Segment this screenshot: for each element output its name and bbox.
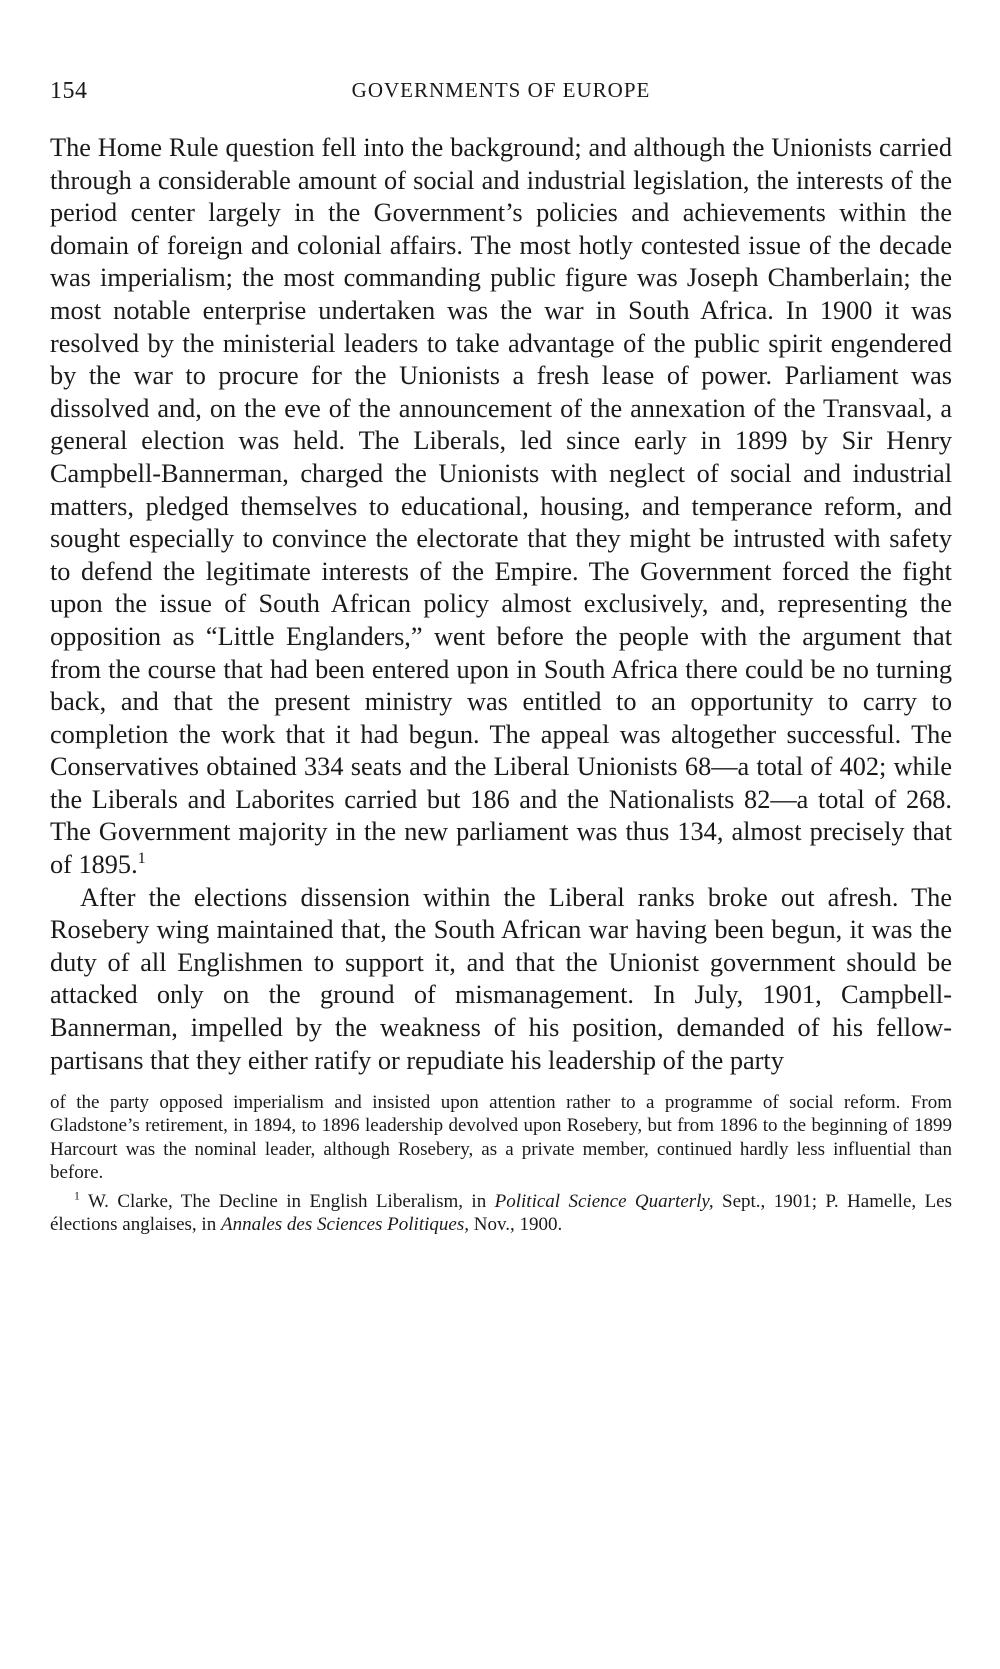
journal-title: Political Science Quarterly, xyxy=(494,1191,714,1213)
body-paragraph xyxy=(50,882,952,1078)
paragraph-text: The Home Rule question fell into the background; and although the Unionists carried through a considerable amount of social and industrial legislation, the interests of the period center largely in the Government’s policies and achievements within the domain of foreign and colonial affairs. The most hotly contested issue of the decade was imperialism; the most commanding public figure was Joseph Chamberlain; the most notable enterprise undertaken was the war in South Africa. In 1900 it was resolved by the ministerial leaders to take advantage of the public spirit engendered by the war to procure for the Unionists a fresh lease of power. Parliament was dissolved and, on the eve of the announcement of the annexation of the Transvaal, a general election was held. The Liberals, led since early in 1899 by Sir Henry Campbell-Bannerman, charged the Unionists with neglect of social and industrial matters, pledged themselves to educational, housing, and temperance reform, and sought especially to convince the electorate that they might be intrusted with safety to defend the legitimate interests of the Empire. The Government forced the fight upon the issue of South African policy almost exclusively, and, representing the opposition as “Little Englanders,” went before the people with the argument that from the course that had been entered upon in South Africa there could be no turning back, and that the present ministry was entitled to an opportunity to carry to completion the work that it had begun. The appeal was altogether successful. The Conservatives obtained 334 seats and the Liberal Unionists 68—a total of 402; while the Liberals and Laborites carried but 186 and the Nationalists 82—a total of 268. The Government majority in the new parliament was thus 134, almost precisely that of 1895. xyxy=(50,133,952,880)
footnote-reference: 1 xyxy=(137,848,146,868)
body-paragraph xyxy=(50,132,952,882)
footnote-text: Sept., 1901; P. Hamelle, Les élections anglaises, in xyxy=(50,1191,952,1236)
paragraph-text: After the elections dissension within the Liberal ranks broke out afresh. The Rosebery wing maintained that, the South African war having been begun, it was the duty of all Englishmen to support it, and that the Unionist government should be attacked only on the ground of mismanagement. In July, 1901, Campbell-Bannerman, impelled by the weakness of his position, demanded of his fellow-partisans that they either ratify or repudiate his leadership of the party xyxy=(50,882,952,1075)
footnote-marker: 1 xyxy=(74,1189,80,1203)
footnote-text: W. Clarke, The Decline in English Liberalism, in xyxy=(79,1191,495,1213)
body-text xyxy=(50,132,952,1077)
footnote-1 xyxy=(50,1190,952,1236)
page-number: 154 xyxy=(50,78,88,104)
running-title: GOVERNMENTS OF EUROPE xyxy=(351,78,651,102)
footnote-continued: of the party opposed imperialism and insisted upon attention rather to a programme of social reform. From Gladstone’s retirement, in 1894, to 1896 leadership devolved upon Rosebery, but from 1896 to the beginning of 1899 Harcourt was the nominal leader, although Rosebery, as a private member, continued hardly less influential than before. xyxy=(50,1092,952,1183)
footnotes xyxy=(50,1091,952,1236)
book-page xyxy=(50,70,952,1236)
running-head xyxy=(50,70,952,110)
footnote-text: Nov., 1900. xyxy=(468,1214,563,1236)
journal-title: Annales des Sciences Politiques, xyxy=(220,1214,469,1236)
